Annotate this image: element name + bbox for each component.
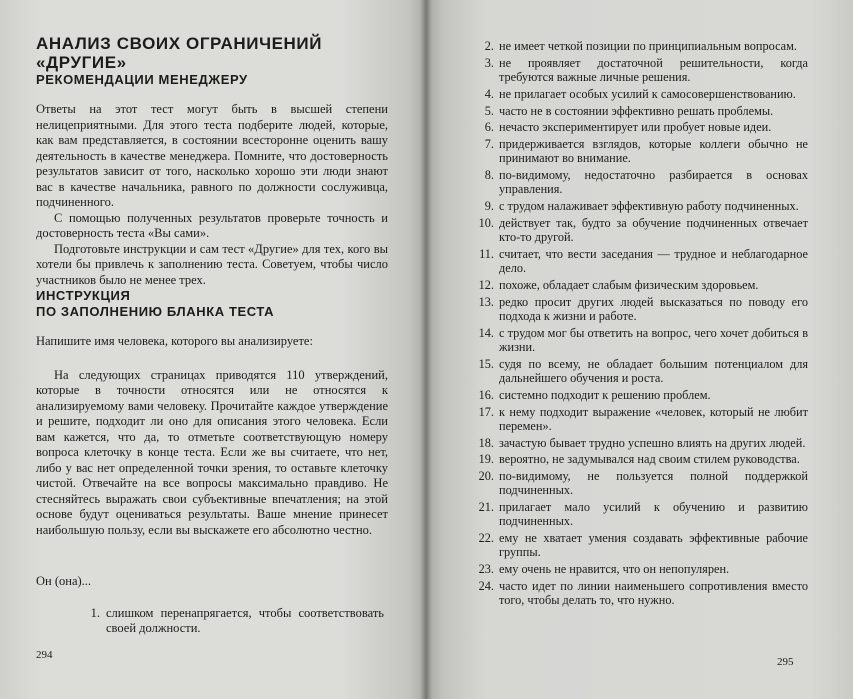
list-item (468, 216, 808, 244)
item-text: по-видимому, недостаточно разбирается в основах управления. (499, 168, 808, 197)
list-item (84, 606, 384, 637)
list-item (468, 452, 808, 466)
item-number: 22. (478, 531, 494, 546)
page-number-left: 294 (36, 649, 53, 661)
rec-paragraph-2: С помощью полученных результатов проверьте точность и достоверность теста «Вы сами». (36, 210, 388, 240)
left-page (0, 0, 426, 699)
item-number: 12. (478, 277, 494, 292)
statement-list (468, 39, 808, 610)
list-item (468, 579, 808, 607)
instr-paragraph: На следующих страницах приводятся 110 утверждений, которые в точности относятся или не относятся к анализируемому вами человеку. Прочитайте каждое утверждение и решите, подходит ли оно для описания этого человека. Если вам кажется, что да, то отметьте соответствующую номеру вопроса клеточку в конце теста. Если же вы считаете, что нет, либо у вас нет определенной точки зрения, то оставьте клеточку чистой. Отвечайте на все вопросы максимально правдиво. Не стесняйтесь выражать свои субъективные впечатления; на этой основе будут оцениваться результаты. Ваше мнение принесет наибольшую пользу, если вы выскажете его абсолютно честно. (36, 367, 388, 537)
list-item (468, 436, 808, 450)
item-text: не прилагает особых усилий к самосовершенствованию. (499, 86, 796, 101)
list-item (468, 531, 808, 559)
rec-paragraph-3: Подготовьте инструкции и сам тест «Другие» для тех, кого вы хотели бы привлечь к заполнению теста. Советуем, чтобы число участников было не менее трех. (36, 241, 388, 287)
item-number: 5. (484, 103, 494, 118)
recommendations-heading: РЕКОМЕНДАЦИИ МЕНЕДЖЕРУ (36, 72, 248, 87)
item-text: ему не хватает умения создавать эффективные рабочие группы. (499, 531, 808, 560)
list-item (468, 104, 808, 118)
book-gutter-shadow (420, 0, 432, 699)
item-text: прилагает мало усилий к обучению и развитию подчиненных. (499, 500, 808, 529)
item-text: зачастую бывает трудно успешно влиять на других людей. (499, 435, 806, 450)
list-item (468, 39, 808, 53)
instructions-heading (36, 288, 388, 320)
item-number: 20. (478, 469, 494, 484)
list-item (468, 295, 808, 323)
item-number: 21. (478, 500, 494, 515)
list-item (468, 500, 808, 528)
item-text: не проявляет достаточной решительности, когда требуются важные личные решения. (499, 55, 808, 84)
item-number: 16. (478, 387, 494, 402)
section-title (36, 34, 388, 72)
list-item (468, 137, 808, 165)
item-number: 15. (478, 356, 494, 371)
instructions-heading-line-1: ИНСТРУКЦИЯ (36, 288, 131, 303)
title-line-1: АНАЛИЗ СВОИХ ОГРАНИЧЕНИЙ (36, 34, 323, 53)
list-item (468, 562, 808, 576)
item-text: вероятно, не задумывался над своим стилем руководства. (499, 452, 800, 467)
list-item (468, 199, 808, 213)
item-text: ему очень не нравится, что он непопулярен. (499, 562, 730, 577)
item-text: придерживается взглядов, которые коллеги обычно не принимают во внимание. (499, 137, 808, 166)
item-number: 18. (478, 435, 494, 450)
list-item (468, 278, 808, 292)
item-text: слишком перенапрягается, чтобы соответствовать своей должности. (106, 605, 384, 635)
on-ona-label: Он (она)... (36, 574, 92, 588)
item-text: часто не в состоянии эффективно решать проблемы. (499, 103, 774, 118)
item-text: похоже, обладает слабым физическим здоровьем. (499, 277, 759, 292)
item-text: действует так, будто за обучение подчиненных отвечает кто-то другой. (499, 215, 808, 245)
title-line-2: «ДРУГИЕ» (36, 53, 127, 72)
left-page-content (36, 34, 388, 637)
item-text: с трудом мог бы ответить на вопрос, чего хочет добиться в жизни. (499, 325, 808, 354)
item-number: 4. (484, 86, 494, 101)
item-text: системно подходит к решению проблем. (499, 387, 711, 402)
list-item (468, 405, 808, 433)
item-number: 8. (484, 168, 494, 183)
item-number: 14. (478, 325, 494, 340)
item-text: с трудом налаживает эффективную работу подчиненных. (499, 199, 799, 214)
list-item (468, 247, 808, 275)
list-item (468, 326, 808, 354)
item-text: по-видимому, не пользуется полной поддержкой подчиненных. (499, 469, 808, 498)
list-item (468, 469, 808, 497)
item-number: 7. (484, 137, 494, 152)
item-number: 9. (484, 199, 494, 214)
item-text: редко просит других людей высказаться по поводу его подхода к жизни и работе. (499, 294, 808, 323)
list-item (468, 87, 808, 101)
item-number: 2. (484, 39, 494, 53)
list-item (468, 388, 808, 402)
item-number: 13. (478, 294, 494, 309)
item-text: часто идет по линии наименьшего сопротивления вместо того, чтобы делать то, что нужно. (499, 578, 808, 608)
item-number: 23. (478, 562, 494, 577)
item-text: нечасто экспериментирует или пробует новые идеи. (499, 120, 772, 135)
list-item (468, 168, 808, 196)
rec-paragraph-1: Ответы на этот тест могут быть в высшей степени нелицеприятными. Для этого теста подберите людей, которые, как вам представляется, в состоянии всесторонне оценить вашу деятельность в качестве менеджера. Помните, что достоверность результатов зависит от того, насколько хорошо эти люди знают вас в качестве начальника, равного по должности сослуживца, подчиненного. (36, 102, 388, 209)
item-text: к нему подходит выражение «человек, который не любит перемен». (499, 404, 808, 433)
list-item (468, 357, 808, 385)
list-item (468, 56, 808, 84)
item-number: 3. (484, 55, 494, 70)
item-number: 11. (479, 246, 494, 261)
item-text: не имеет четкой позиции по принципиальным вопросам. (499, 39, 797, 53)
page-number-right: 295 (777, 656, 794, 668)
item-number: 17. (478, 404, 494, 419)
item-text: судя по всему, не обладает большим потенциалом для дальнейшего обучения и роста. (499, 356, 808, 385)
list-item (468, 120, 808, 134)
item-text: считает, что вести заседания — трудное и неблагодарное дело. (499, 246, 808, 276)
item-number: 19. (478, 452, 494, 467)
item-number: 24. (478, 578, 494, 593)
instr-name-line: Напишите имя человека, которого вы анализируете: (36, 334, 313, 348)
item-number: 1. (90, 605, 100, 620)
item-number: 6. (484, 120, 494, 135)
item-number: 10. (478, 215, 494, 230)
instructions-heading-line-2: ПО ЗАПОЛНЕНИЮ БЛАНКА ТЕСТА (36, 304, 275, 319)
